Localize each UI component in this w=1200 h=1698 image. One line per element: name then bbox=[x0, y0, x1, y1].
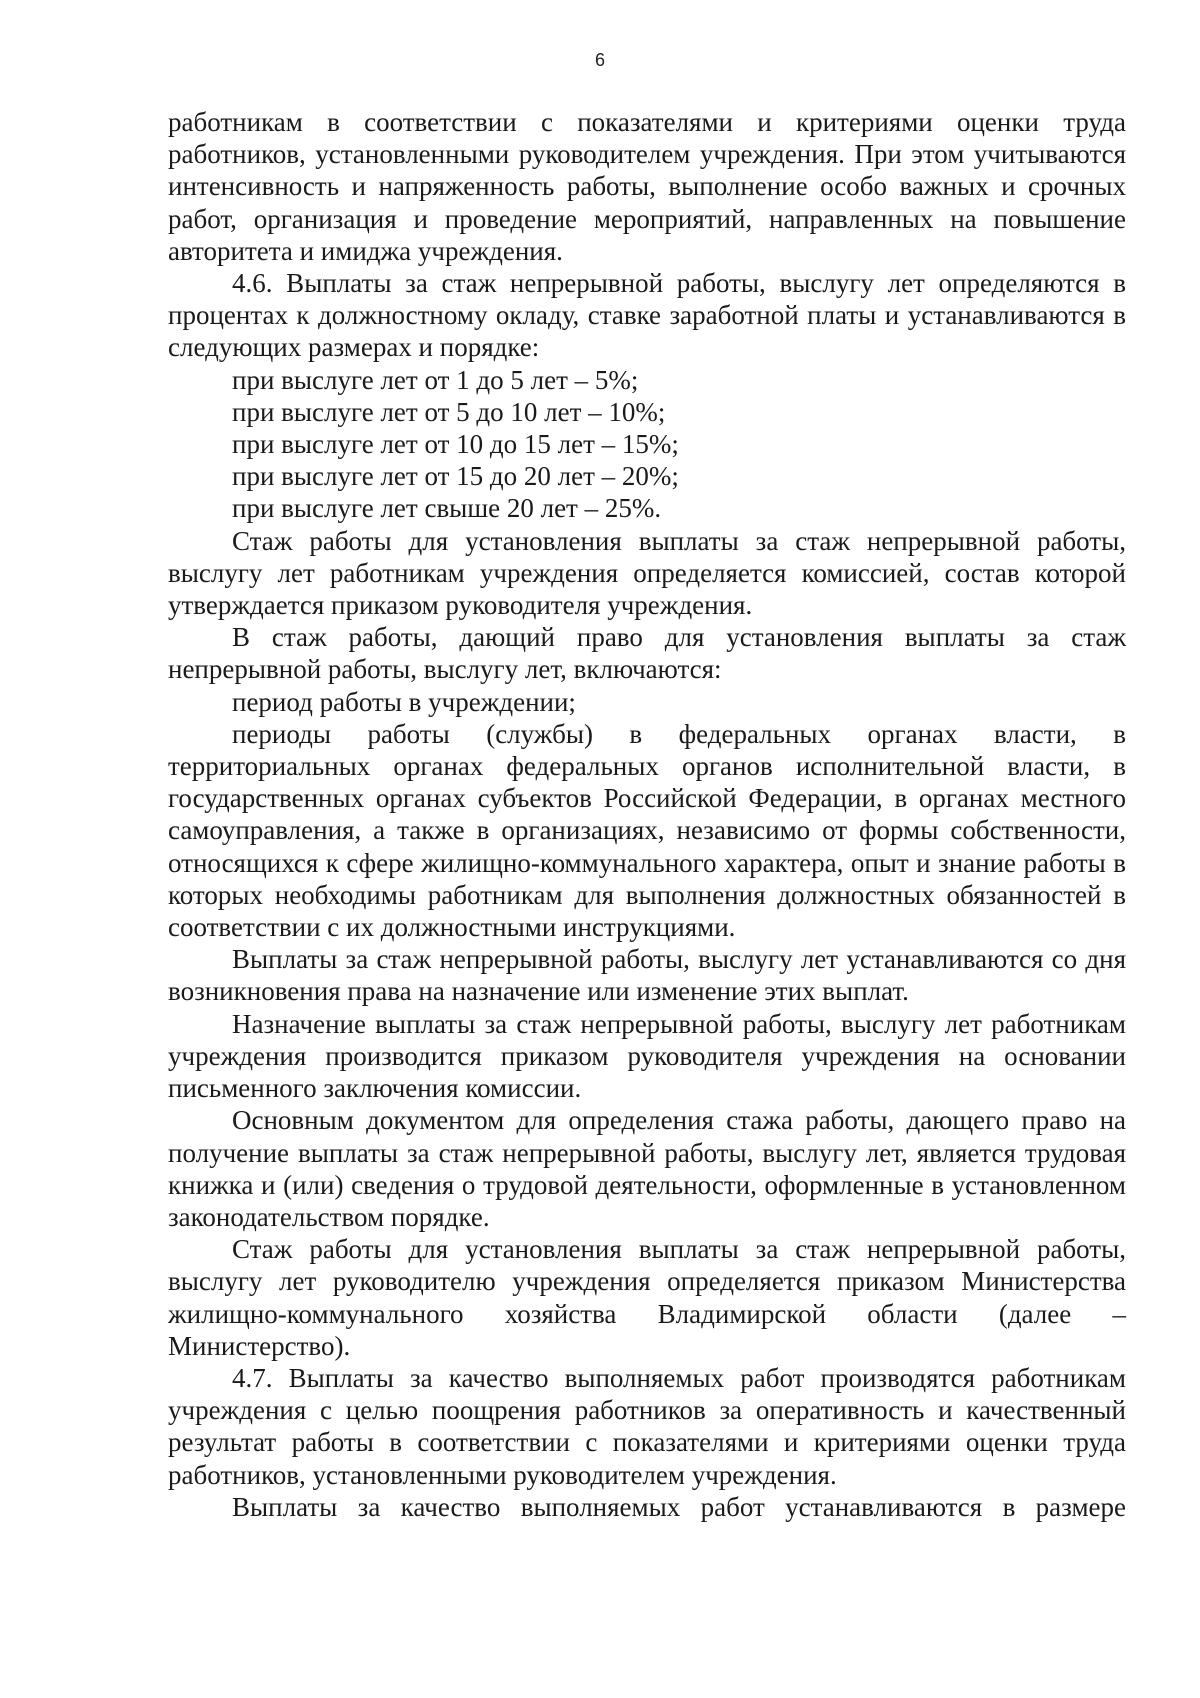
page-number: 6 bbox=[594, 50, 605, 70]
paragraph-included: В стаж работы, дающий право для установления выплаты за стаж непрерывной работы, выслугу лет, включаются: bbox=[168, 622, 1126, 685]
paragraph-appointment: Назначение выплаты за стаж непрерывной работы, выслугу лет работникам учреждения производится приказом руководителя учреждения на основании письменного заключения комиссии. bbox=[168, 1008, 1126, 1104]
paragraph-4-6: 4.6. Выплаты за стаж непрерывной работы, выслугу лет определяются в процентах к должностному окладу, ставке заработной платы и устанавливаются в следующих размерах и порядке: bbox=[168, 268, 1126, 363]
paragraph-4-7: 4.7. Выплаты за качество выполняемых работ производятся работникам учреждения с целью поощрения работников за оперативность и качественный результат работы в соответствии с показателями и критериями оценки труда работников, установленными руководителем учреждения. bbox=[168, 1362, 1126, 1490]
list-item: при выслуге лет от 10 до 15 лет – 15%; bbox=[232, 429, 679, 460]
paragraph-periods: периоды работы (службы) в федеральных органах власти, в территориальных органах федеральных органов исполнительной власти, в государственных органах субъектов Российской Федерации, в органах местного самоуправления, а также в организациях, независимо от формы собственности, относящихся к сфере жилищно-коммунального характера, опыт и знание работы в которых необходимы работникам для выполнения должностных обязанностей в соответствии с их должностными инструкциями. bbox=[168, 718, 1126, 943]
paragraph-head-seniority: Стаж работы для установления выплаты за стаж непрерывной работы, выслугу лет руководителю учреждения определяется приказом Министерства жилищно-коммунального хозяйства Владимирской области (далее – Министерство). bbox=[168, 1234, 1126, 1361]
paragraph-continuation: работникам в соответствии с показателями и критериями оценки труда работников, установленными руководителем учреждения. При этом учитываются интенсивность и напряженность работы, выполнение особо важных и срочных работ, организация и проведение мероприятий, направленных на повышение авторитета и имиджа учреждения. bbox=[168, 107, 1126, 266]
paragraph-established: Выплаты за стаж непрерывной работы, выслугу лет устанавливаются со дня возникновения права на назначение или изменение этих выплат. bbox=[168, 944, 1126, 1007]
paragraph-commission: Стаж работы для установления выплаты за стаж непрерывной работы, выслугу лет работникам учреждения определяется комиссией, состав которой утверждается приказом руководителя учреждения. bbox=[168, 525, 1126, 621]
paragraph-main-document: Основным документом для определения стажа работы, дающего право на получение выплаты за стаж непрерывной работы, выслугу лет, является трудовая книжка и (или) сведения о трудовой деятельности, оформленные в установленном законодательством порядке. bbox=[168, 1105, 1126, 1232]
list-item: при выслуге лет от 5 до 10 лет – 10%; bbox=[232, 396, 666, 427]
seniority-list bbox=[168, 364, 1126, 525]
included-period: период работы в учреждении; bbox=[232, 686, 576, 717]
list-item: при выслуге лет свыше 20 лет – 25%. bbox=[232, 493, 662, 524]
paragraph-quality-amount: Выплаты за качество выполняемых работ устанавливаются в размере bbox=[232, 1491, 1126, 1522]
list-item: при выслуге лет от 1 до 5 лет – 5%; bbox=[232, 364, 639, 395]
list-item: при выслуге лет от 15 до 20 лет – 20%; bbox=[232, 461, 679, 492]
document-body bbox=[168, 106, 1126, 1523]
